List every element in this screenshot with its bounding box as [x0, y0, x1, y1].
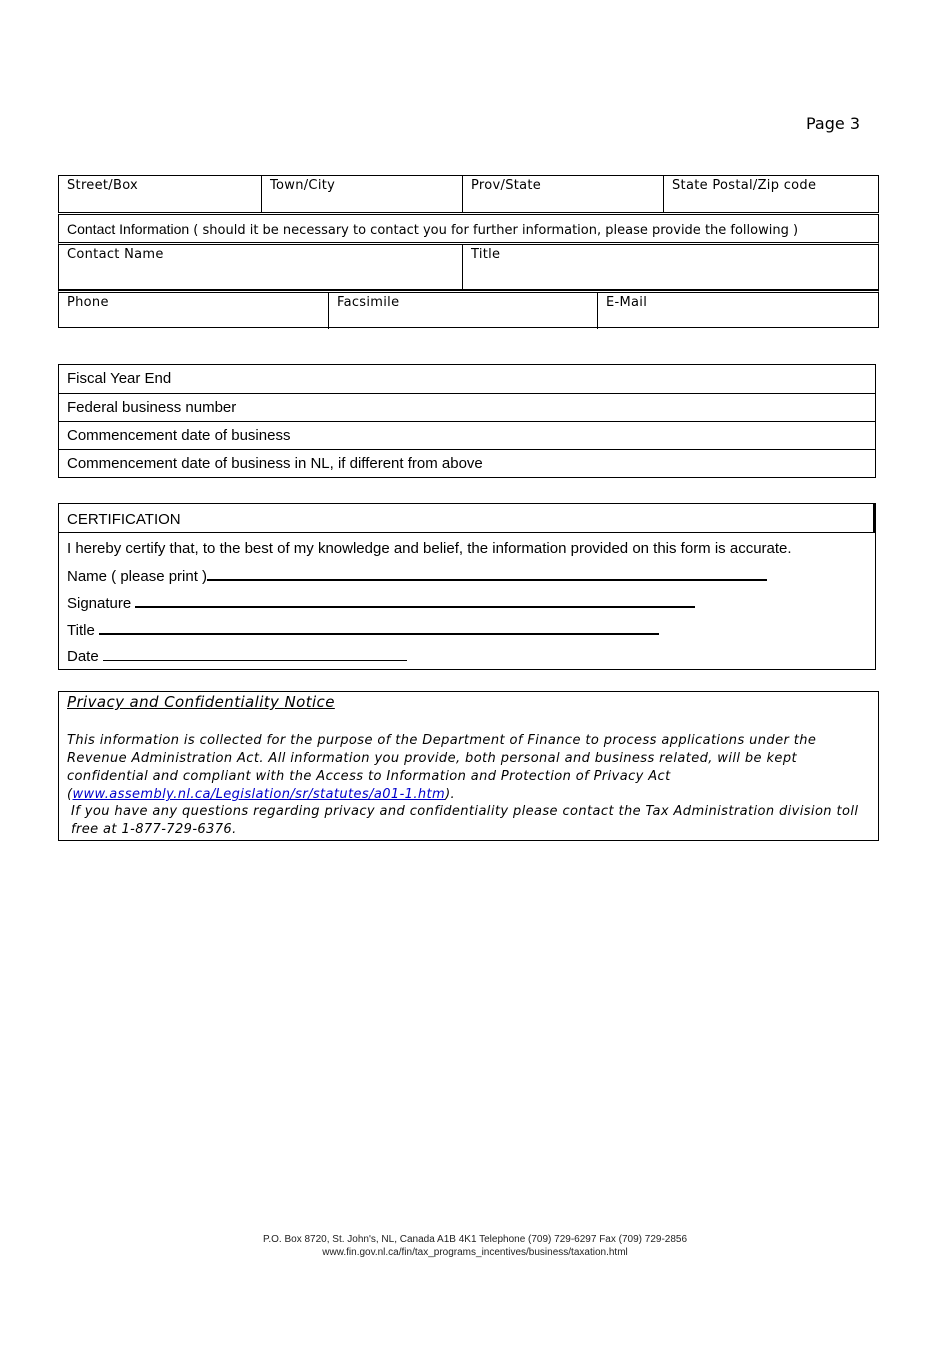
- privacy-contact-paragraph: If you have any questions regarding privacy and confidentiality please contact the Tax Administration division toll free at 1-877-729-6376.: [71, 804, 859, 837]
- fiscal-year-end-field[interactable]: Fiscal Year End: [67, 370, 172, 387]
- footer: [0, 1233, 950, 1259]
- town-city-field[interactable]: Town/City: [261, 176, 462, 212]
- federal-business-number-field[interactable]: Federal business number: [59, 393, 875, 421]
- title-label: Title: [67, 622, 95, 639]
- contact-title-field[interactable]: Title: [462, 245, 878, 291]
- name-print-label: Name ( please print ): [67, 568, 208, 585]
- privacy-title: Privacy and Confidentiality Notice: [67, 693, 335, 711]
- signature-line: [67, 594, 695, 612]
- privacy-paragraph-end: ).: [445, 787, 456, 802]
- footer-address: P.O. Box 8720, St. John's, NL, Canada A1B 4K1 Telephone (709) 729-6297 Fax (709) 729-2856: [262, 1234, 688, 1245]
- date-line: [67, 648, 407, 665]
- email-field[interactable]: E-Mail: [597, 293, 878, 329]
- footer-url: www.fin.gov.nl.ca/fin/tax_programs_incentives/business/taxation.html: [322, 1247, 628, 1258]
- fiscal-table: [58, 364, 876, 478]
- postal-code-field[interactable]: State Postal/Zip code: [663, 176, 878, 212]
- street-box-field[interactable]: Street/Box: [67, 178, 139, 193]
- name-print-line: [67, 567, 767, 585]
- commencement-date-nl-field[interactable]: Commencement date of business in NL, if different from above: [59, 449, 875, 477]
- commencement-date-field[interactable]: Commencement date of business: [59, 421, 875, 449]
- contact-name-field[interactable]: Contact Name: [67, 247, 164, 262]
- contact-information-note: ( should it be necessary to contact you for further information, please provide the following ): [189, 223, 799, 238]
- title-input[interactable]: [99, 621, 659, 635]
- contact-information-title: Contact Information: [67, 221, 190, 237]
- privacy-paragraph: [67, 732, 867, 804]
- name-print-input[interactable]: [207, 567, 767, 581]
- contact-information-header: [58, 214, 879, 243]
- page-number: Page 3: [806, 114, 860, 133]
- privacy-notice: [58, 691, 879, 841]
- address-section: [58, 175, 879, 213]
- certification-header: CERTIFICATION: [59, 504, 875, 533]
- prov-state-field[interactable]: Prov/State: [462, 176, 663, 212]
- title-line: [67, 621, 659, 639]
- date-input[interactable]: [103, 648, 407, 661]
- certification-section: [58, 503, 876, 670]
- phone-field[interactable]: Phone: [67, 295, 109, 310]
- privacy-paragraph-text: This information is collected for the purpose of the Department of Finance to process applications under the Revenue Administration Act. All information you provide, both personal and business related, will be kept confidential and compliant with the Access to Information and Protection of Privacy Act (: [67, 733, 817, 802]
- legislation-link[interactable]: www.assembly.nl.ca/Legislation/sr/statutes/a01-1.htm: [72, 787, 446, 802]
- certification-statement: I hereby certify that, to the best of my knowledge and belief, the information provided on this form is accurate.: [67, 540, 792, 557]
- contact-phone-section: [58, 290, 879, 328]
- signature-label: Signature: [67, 595, 132, 612]
- contact-name-section: [58, 242, 879, 290]
- signature-input[interactable]: [135, 594, 695, 608]
- date-label: Date: [67, 648, 99, 665]
- facsimile-field[interactable]: Facsimile: [328, 293, 597, 329]
